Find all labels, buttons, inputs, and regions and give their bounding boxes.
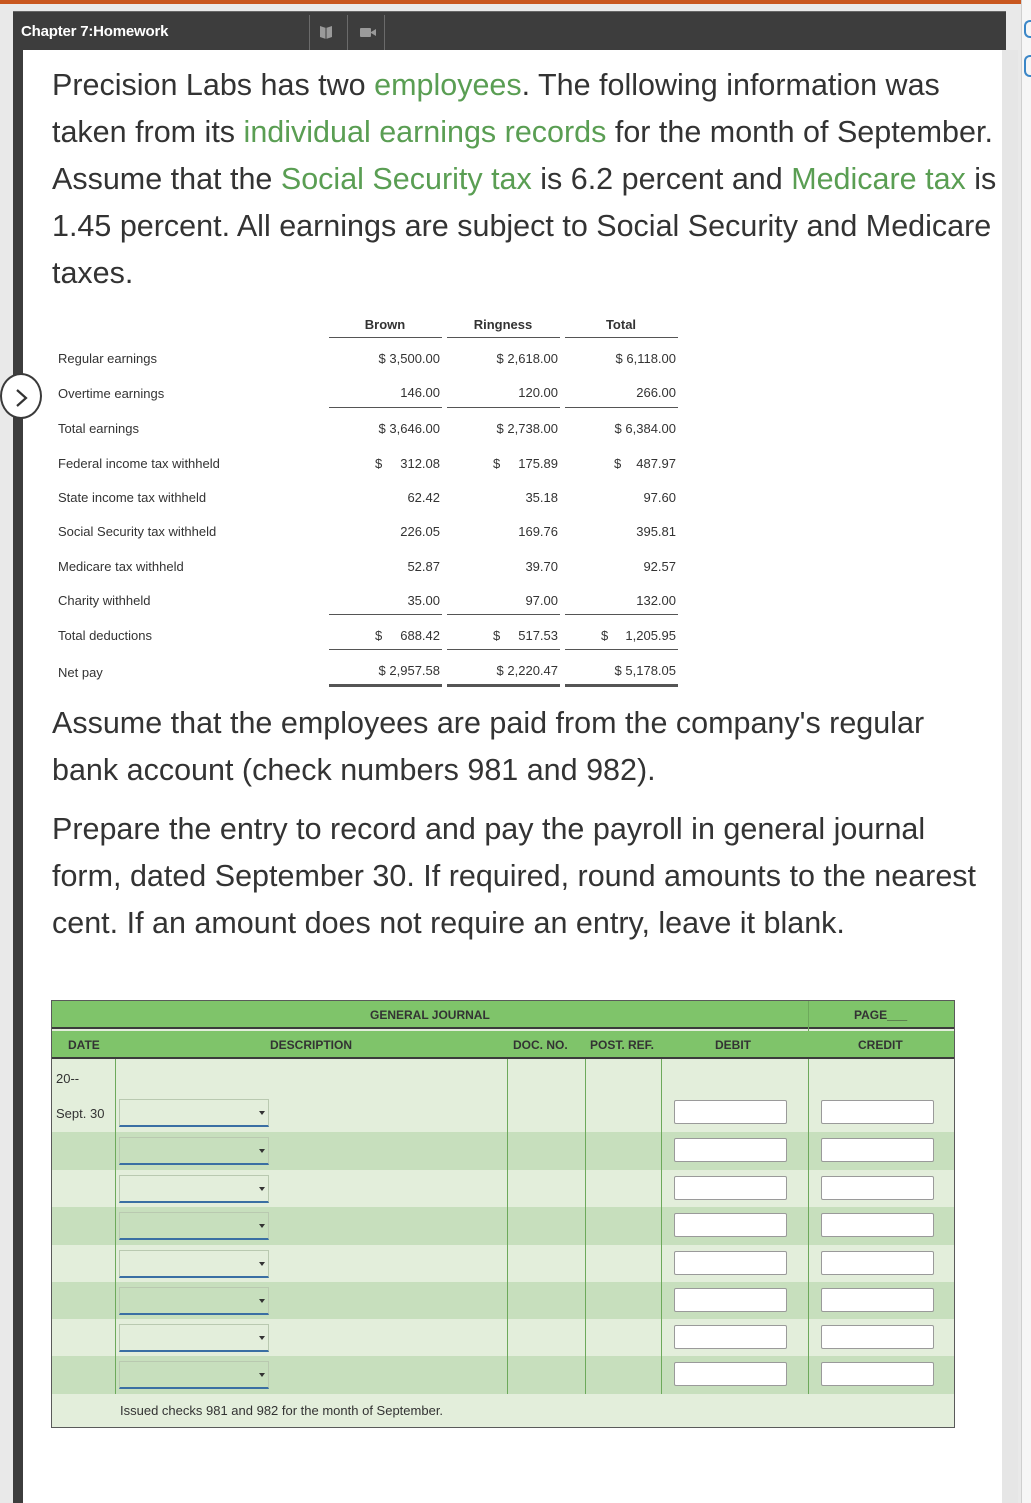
account-dropdown[interactable] (119, 1099, 269, 1127)
side-panel-edge (1021, 0, 1031, 1503)
chapter-header (13, 11, 1006, 50)
debit-input[interactable] (674, 1288, 787, 1312)
column-divider (661, 1059, 662, 1394)
debit-input[interactable] (674, 1100, 787, 1124)
row-label: Charity withheld (58, 593, 151, 608)
header-description: DESCRIPTION (270, 1038, 353, 1052)
row-label: Total earnings (58, 421, 139, 436)
journal-title-bar (52, 1001, 954, 1029)
column-header-brown: Brown (364, 317, 406, 332)
table-cell: 266.00 (636, 385, 676, 400)
table-double-rule (329, 684, 442, 687)
table-rule (329, 407, 442, 408)
chevron-right-icon (10, 387, 32, 409)
row-label: State income tax withheld (58, 490, 207, 505)
table-cell: $ 2,957.58 (378, 663, 440, 678)
chevron-down-icon (259, 1111, 265, 1115)
dollar-sign: $ (375, 456, 383, 471)
journal-row (52, 1245, 954, 1283)
table-cell: 97.00 (525, 593, 558, 608)
header-divider (347, 15, 348, 51)
table-rule (447, 614, 560, 615)
table-rule (565, 407, 678, 408)
intro-text: is 6.2 percent and (531, 162, 792, 196)
journal-row (52, 1356, 954, 1394)
row-label: Total deductions (58, 628, 152, 643)
header-divider (309, 15, 310, 51)
chapter-title: Chapter 7:Homework (21, 23, 169, 40)
chevron-down-icon (259, 1187, 265, 1191)
side-tab-handle[interactable] (1024, 55, 1031, 77)
journal-row (52, 1319, 954, 1357)
table-cell: 92.57 (643, 559, 676, 574)
journal-explanation-row (52, 1394, 954, 1427)
column-header-total: Total (605, 317, 637, 332)
table-cell: 120.00 (518, 385, 558, 400)
credit-input[interactable] (821, 1176, 934, 1200)
header-debit: DEBIT (715, 1038, 751, 1052)
glossary-link-social-security-tax[interactable]: Social Security tax (280, 162, 532, 196)
journal-year: 20-- (56, 1071, 80, 1086)
glossary-link-earnings-records[interactable]: individual earnings records (243, 115, 607, 149)
chevron-down-icon (259, 1299, 265, 1303)
table-rule (329, 649, 442, 650)
table-cell: 395.81 (636, 524, 676, 539)
row-label: Social Security tax withheld (58, 524, 217, 539)
header-credit: CREDIT (858, 1038, 903, 1052)
table-cell: 39.70 (525, 559, 558, 574)
table-cell: 517.53 (518, 628, 558, 643)
row-label: Regular earnings (58, 351, 158, 366)
table-double-rule (447, 684, 560, 687)
table-rule (447, 649, 560, 650)
table-cell: $ 2,618.00 (496, 351, 558, 366)
debit-input[interactable] (674, 1138, 787, 1162)
header-doc-no: DOC. NO. (513, 1038, 568, 1052)
table-cell: $ 5,178.05 (614, 663, 676, 678)
table-cell: $ 2,220.47 (496, 663, 558, 678)
header-divider (384, 15, 385, 51)
row-label: Overtime earnings (58, 386, 165, 401)
credit-input[interactable] (821, 1362, 934, 1386)
table-cell: 35.18 (525, 490, 558, 505)
chevron-down-icon (259, 1149, 265, 1153)
table-rule (329, 614, 442, 615)
account-dropdown[interactable] (119, 1287, 269, 1315)
table-cell: 35.00 (407, 593, 440, 608)
journal-date: Sept. 30 (56, 1106, 105, 1121)
table-rule (565, 649, 678, 650)
chevron-down-icon (259, 1262, 265, 1266)
account-dropdown[interactable] (119, 1212, 269, 1240)
side-tab-handle[interactable] (1024, 20, 1031, 38)
table-cell: 175.89 (518, 456, 558, 471)
instruction-paragraph: Prepare the entry to record and pay the payroll in general journal form, dated September 30. If required, round amounts to the nearest cent. If an amount does not require an entry, leave it blank. (52, 812, 977, 940)
assumption-paragraph: Assume that the employees are paid from the company's regular bank account (check numbers 981 and 982). (52, 706, 925, 787)
table-cell: 1,205.95 (625, 628, 676, 643)
journal-explanation: Issued checks 981 and 982 for the month of September. (120, 1403, 444, 1418)
table-rule (565, 614, 678, 615)
journal-title: GENERAL JOURNAL (370, 1008, 490, 1022)
table-rule (329, 337, 442, 338)
journal-row (52, 1094, 954, 1132)
table-rule (565, 337, 678, 338)
glossary-link-medicare-tax[interactable]: Medicare tax (791, 162, 966, 196)
chevron-down-icon (259, 1373, 265, 1377)
column-divider (808, 1059, 809, 1394)
table-cell: $ 3,500.00 (378, 351, 440, 366)
row-label: Medicare tax withheld (58, 559, 184, 574)
table-cell: 132.00 (636, 593, 676, 608)
dollar-sign: $ (601, 628, 609, 643)
table-cell: 688.42 (400, 628, 440, 643)
credit-input[interactable] (821, 1325, 934, 1349)
debit-input[interactable] (674, 1251, 787, 1275)
table-cell: 169.76 (518, 524, 558, 539)
credit-input[interactable] (821, 1138, 934, 1162)
intro-text: is 1.45 percent. All earnings are subject to Social Security and Medicare taxes. (52, 162, 997, 290)
column-divider (115, 1059, 116, 1394)
book-icon[interactable] (318, 24, 334, 40)
credit-input[interactable] (821, 1213, 934, 1237)
debit-input[interactable] (674, 1176, 787, 1200)
chevron-down-icon (259, 1224, 265, 1228)
journal-row (52, 1132, 954, 1170)
table-cell: 62.42 (407, 490, 440, 505)
debit-input[interactable] (674, 1362, 787, 1386)
dollar-sign: $ (493, 628, 501, 643)
journal-row (52, 1170, 954, 1208)
table-cell: $ 6,118.00 (615, 351, 676, 366)
credit-input[interactable] (821, 1100, 934, 1124)
debit-input[interactable] (674, 1213, 787, 1237)
journal-year-row (52, 1061, 954, 1094)
column-header-ringness: Ringness (473, 317, 533, 332)
credit-input[interactable] (821, 1288, 934, 1312)
table-cell: 146.00 (400, 385, 440, 400)
row-label: Federal income tax withheld (58, 456, 220, 471)
account-dropdown[interactable] (119, 1175, 269, 1203)
intro-text: . The following information was taken from its (52, 68, 940, 149)
header-post-ref: POST. REF. (590, 1038, 655, 1052)
right-frame-bar (1002, 50, 1018, 1503)
intro-text: for the month of September. Assume that the (52, 115, 993, 196)
header-date: DATE (68, 1038, 100, 1052)
journal-page-label: PAGE___ (854, 1008, 908, 1022)
table-cell: $ 6,384.00 (614, 421, 676, 436)
general-journal (51, 1000, 955, 1428)
table-double-rule (565, 684, 678, 687)
account-dropdown[interactable] (119, 1324, 269, 1352)
column-divider (585, 1059, 586, 1394)
table-cell: 52.87 (407, 559, 440, 574)
account-dropdown[interactable] (119, 1361, 269, 1389)
intro-paragraph (52, 62, 997, 297)
journal-row (52, 1207, 954, 1245)
table-rule (447, 407, 560, 408)
journal-column-headers (52, 1031, 954, 1059)
table-cell: 312.08 (400, 456, 440, 471)
account-dropdown[interactable] (119, 1137, 269, 1165)
table-cell: 226.05 (400, 524, 440, 539)
table-cell: 97.60 (643, 490, 676, 505)
dollar-sign: $ (375, 628, 383, 643)
table-cell: $ 2,738.00 (496, 421, 558, 436)
chevron-down-icon (259, 1336, 265, 1340)
glossary-link-employees[interactable]: employees (374, 68, 522, 102)
left-frame-bar (13, 50, 23, 1503)
top-accent-line (0, 0, 1031, 4)
row-label: Net pay (58, 665, 103, 680)
intro-text: Precision Labs has two (52, 68, 375, 102)
account-dropdown[interactable] (119, 1250, 269, 1278)
journal-row (52, 1282, 954, 1320)
table-rule (447, 337, 560, 338)
column-divider (507, 1059, 508, 1394)
credit-input[interactable] (821, 1251, 934, 1275)
dollar-sign: $ (614, 456, 622, 471)
table-cell: $ 3,646.00 (378, 421, 440, 436)
dollar-sign: $ (493, 456, 501, 471)
expand-panel-button[interactable] (0, 373, 42, 419)
video-camera-icon[interactable] (359, 24, 375, 40)
debit-input[interactable] (674, 1325, 787, 1349)
table-cell: 487.97 (636, 456, 676, 471)
